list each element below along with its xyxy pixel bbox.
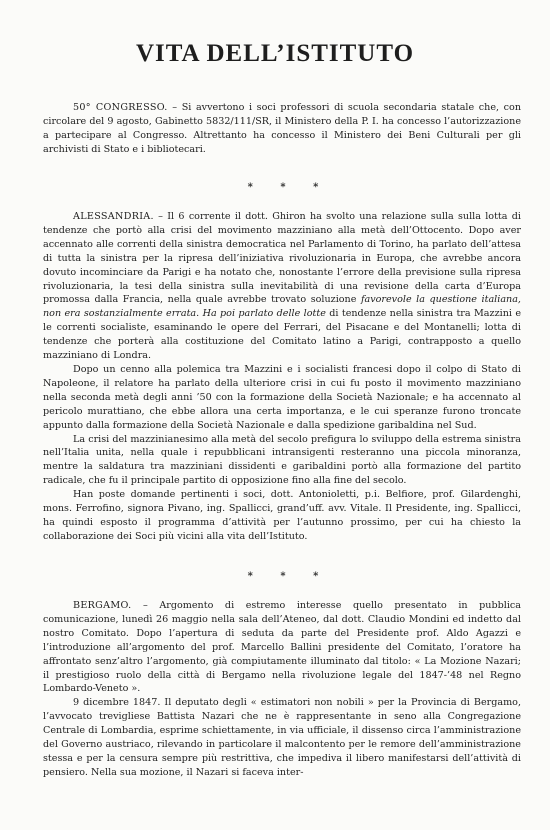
paragraph-text: – Si avvertono i soci professori di scuola secondaria statale che, con circolare del 9 agosto, Gabinetto 5832/111/SR, il Ministero della P. I. ha concesso l’autorizzazione a partecipare al Congresso. Altrettanto ha concesso il Ministero dei Beni Culturali per gli archivisti di Stato e i bibliotecari. [43, 102, 522, 155]
paragraph-text: – Argomento di estremo interesse quello presentato in pubblica comunicazione, lunedì 26 maggio nella sala dell’Ateneo, dal dott. Claudio Mondini ed indetto dal nostro Comitato. Dopo l’apertura di seduta da parte del Presidente prof. Aldo Agazzi e l’introduzione all’argomento del prof. Marcello Ballini presidente del Comitato, l’oratore ha affrontato senz’altro l’argomento, già compiutamente illuminato dal titolo: « La Mozione Nazari; il prestigioso ruolo della città di Bergamo nella rivoluzione legale del 1847-’48 nel Regno Lombardo-Veneto ». [43, 600, 521, 695]
section-heading: ALESSANDRIA. [73, 211, 154, 222]
paragraph-text: di tendenze nella sinistra tra Mazzini e le correnti socialiste, esaminando le opere del Ferrari, del Pisacane e del Montanelli; lotta di tendenze che porterà alla costituzione del Comitato latino a Parigi, contrapposto a quello mazziniano di Londra. [43, 308, 521, 362]
paragraph-text: – Il 6 corrente il dott. Ghiron ha svolto una relazione sulla sulla lotta di tendenze che portò alla crisi del movimento mazziniano alla metà dell’Ottocento. Dopo aver accennato alle correnti della sinistra democratica nel Parlamento di Torino, ha parlato dell’attesa di tutta la sinistra per la ripresa dell’iniziativa rivoluzionaria in Europa, che avrebbe ancora dovuto incominciare da Parigi e ha notato che, nonostante l’errore della previsione sulla ripresa rivoluzionaria, la tesi della sinistra sulla inevitabilità di una revisione della carta d’Europa promossa dalla Francia, nella quale avrebbe trovato soluzione [43, 211, 521, 306]
section-heading: BERGAMO. [73, 600, 132, 611]
paragraph: La crisi del mazzinianesimo alla metà del secolo prefigura lo sviluppo della estrema sinistra nell’Italia unita, nella quale i repubblicani intransigenti resteranno una piccola minoranza, mentre la saldatura tra mazziniani dissidenti e garibaldini portò alla formazione del partito radicale, che fu il principale partito di opposizione fino alla fine del secolo. [43, 433, 521, 487]
section-separator: * * * [247, 182, 331, 193]
paragraph [43, 101, 521, 157]
page-title: VITA DELL’ISTITUTO [135, 40, 415, 67]
section-bergamo [43, 599, 521, 780]
section-alessandria [43, 210, 521, 544]
paragraph: Dopo un cenno alla polemica tra Mazzini e i socialisti francesi dopo il colpo di Stato di Napoleone, il relatore ha parlato della ulteriore crisi in cui fu posto il movimento mazziniano nella seconda metà degli anni ’50 con la formazione della Società Nazionale; e ha accennato al pericolo murattiano, che ebbe allora una certa importanza, e le cui speranze furono troncate appunto dalla formazione della Società Nazionale e dalla spedizione garibaldina nel Sud. [43, 363, 521, 431]
paragraph [43, 599, 521, 696]
paragraph: Han poste domande pertinenti i soci, dott. Antonioletti, p.i. Belfiore, prof. Gilardenghi, mons. Ferrofino, signora Pivano, ing. Spallicci, grand’uff. avv. Vitale. Il Presidente, ing. Spallicci, ha quindi esposto il programma d’attività per l’autunno prossimo, per cui ha chiesto la collaborazione dei Soci più vicini alla vita dell’Istituto. [43, 489, 521, 542]
section-separator: * * * [247, 571, 331, 582]
italic-text: favorevole la questione italiana, non era sostanzialmente errata. Ha poi parlato delle lotte [43, 294, 521, 320]
paragraph: 9 dicembre 1847. Il deputato degli « estimatori non nobili » per la Provincia di Bergamo, l’avvocato trevigliese Battista Nazari che ne è rappresentante in seno alla Congregazione Centrale di Lombardia, esprime schiettamente, in via ufficiale, il dissenso circa l’amministrazione del Governo austriaco, rilevando in particolare il malcontento per le remore dell’amministrazione stessa e per la censura sempre più restrittiva, che impediva il libero manifestarsi dell’attività di pensiero. Nella sua mozione, il Nazari si faceva inter- [43, 697, 521, 778]
paragraph [43, 210, 521, 363]
section-heading: 50° CONGRESSO. [73, 102, 168, 113]
section-congress [43, 101, 521, 157]
